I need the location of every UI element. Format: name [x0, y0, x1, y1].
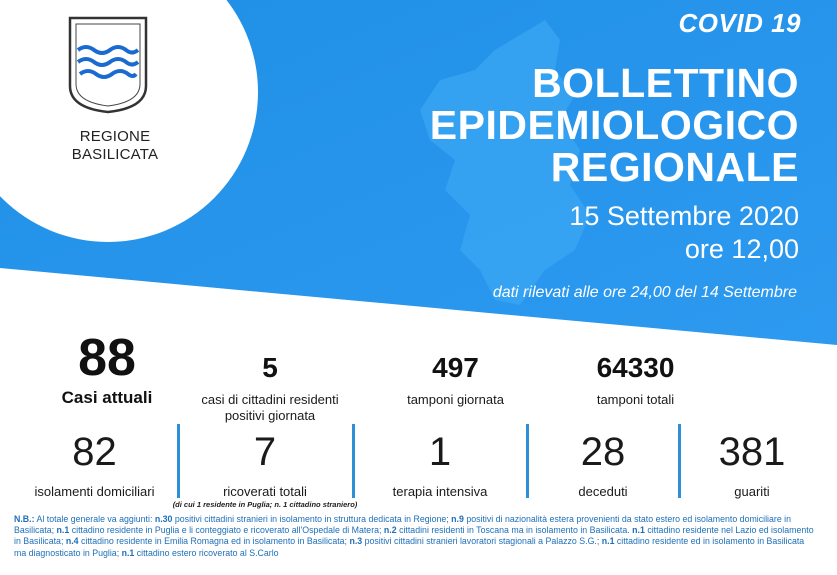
nb-bold-3: n.1: [56, 525, 70, 536]
date-text: 15 Settembre 2020: [569, 201, 799, 231]
nb-text-7: cittadino residente in Emilia Romagna ed in isolamento in Basilicata;: [78, 536, 350, 547]
data-note: dati rilevati alle ore 24,00 del 14 Settembre: [492, 284, 797, 301]
deceduti-label: deceduti: [578, 484, 628, 499]
time-text: ore 12,00: [684, 234, 799, 264]
region-name: [40, 128, 190, 164]
covid-label: COVID 19: [678, 8, 801, 38]
stat-tamponi-giornata: [368, 352, 543, 408]
nb-text-4: cittadino residente in Puglia e li conteggiato e ricoverato all'Ospedale di Matera;: [69, 525, 384, 536]
ricoverati-subnote: (di cui 1 residente in Puglia; n. 1 cittadino straniero): [172, 500, 358, 509]
tamponi-giornata-label: tamponi giornata: [407, 392, 504, 407]
stat-guariti: [682, 428, 822, 500]
stat-deceduti: [529, 428, 677, 500]
positivi-giornata-label-line2: positivi giornata: [224, 408, 316, 423]
tamponi-giornata-value: 497: [432, 352, 479, 383]
stat-isolamenti: [12, 428, 177, 500]
tamponi-totali-value: 64330: [596, 352, 675, 383]
nb-prefix: N.B.:: [14, 514, 35, 524]
region-name-line2: BASILICATA: [71, 146, 159, 163]
title-line2: EPIDEMIOLOGICO: [429, 102, 799, 148]
stat-ricoverati: [180, 428, 350, 500]
nb-bold-8: n.1: [601, 536, 615, 547]
bulletin-title: [430, 62, 799, 188]
nb-text-9: cittadino residente ed in isolamento in Basilicata ma diagnosticato in Puglia;: [14, 536, 805, 558]
positivi-giornata-label-line1: casi di cittadini residenti: [201, 392, 339, 407]
nb-bold-1: n.30: [154, 514, 173, 524]
tamponi-totali-label: tamponi totali: [596, 392, 675, 407]
nb-bold-4: n.2: [383, 525, 397, 536]
stat-terapia: [355, 428, 525, 500]
divider-4: [678, 424, 681, 498]
guariti-label: guariti: [734, 484, 770, 499]
nb-text-1: Al totale generale va aggiunti:: [34, 514, 155, 524]
positivi-giornata-value: 5: [262, 352, 278, 383]
stat-tamponi-totali: [548, 352, 723, 408]
region-name-line1: REGIONE: [79, 128, 151, 145]
nb-bold-5: n.1: [632, 525, 645, 536]
title-line1: BOLLETTINO: [532, 60, 799, 106]
casi-attuali-label: Casi attuali: [61, 388, 153, 407]
nb-text-8: positivi cittadini stranieri lavoratori stagionali a Palazzo S.G.;: [362, 536, 602, 547]
ricoverati-label: ricoverati totali: [223, 484, 307, 499]
nb-bold-9: n.1: [121, 547, 135, 558]
deceduti-value: 28: [580, 430, 626, 474]
nb-text-2: positivi cittadini stranieri in isolamento in struttura dedicata in Regione;: [172, 514, 452, 524]
nb-text-3: positivi di nazionalità estera provenienti da stato estero ed isolamento domiciliare in Basilicata;: [14, 514, 792, 536]
isolamenti-value: 82: [72, 430, 117, 474]
nb-text-10: cittadino estero ricoverato al S.Carlo: [134, 547, 279, 558]
bulletin-date: [569, 200, 799, 266]
stat-casi-attuali: [22, 330, 192, 408]
terapia-label: terapia intensiva: [392, 484, 488, 499]
footnote: [14, 514, 814, 559]
nb-bold-2: n.9: [451, 514, 464, 524]
nb-bold-7: n.3: [349, 536, 363, 547]
nb-text-5: cittadini residenti in Toscana ma in isolamento in Basilicata.: [396, 525, 633, 536]
stat-positivi-giornata: [175, 352, 365, 424]
isolamenti-label: isolamenti domiciliari: [34, 484, 155, 499]
nb-bold-6: n.4: [65, 536, 79, 547]
nb-text-6: cittadino residente nel Lazio ed isolamento in Basilicata;: [14, 525, 814, 547]
ricoverati-value: 7: [253, 430, 277, 474]
guariti-value: 381: [718, 430, 786, 474]
terapia-value: 1: [428, 430, 452, 474]
title-line3: REGIONALE: [550, 144, 799, 190]
coat-of-arms-icon: [70, 18, 146, 112]
casi-attuali-value: 88: [78, 329, 136, 387]
